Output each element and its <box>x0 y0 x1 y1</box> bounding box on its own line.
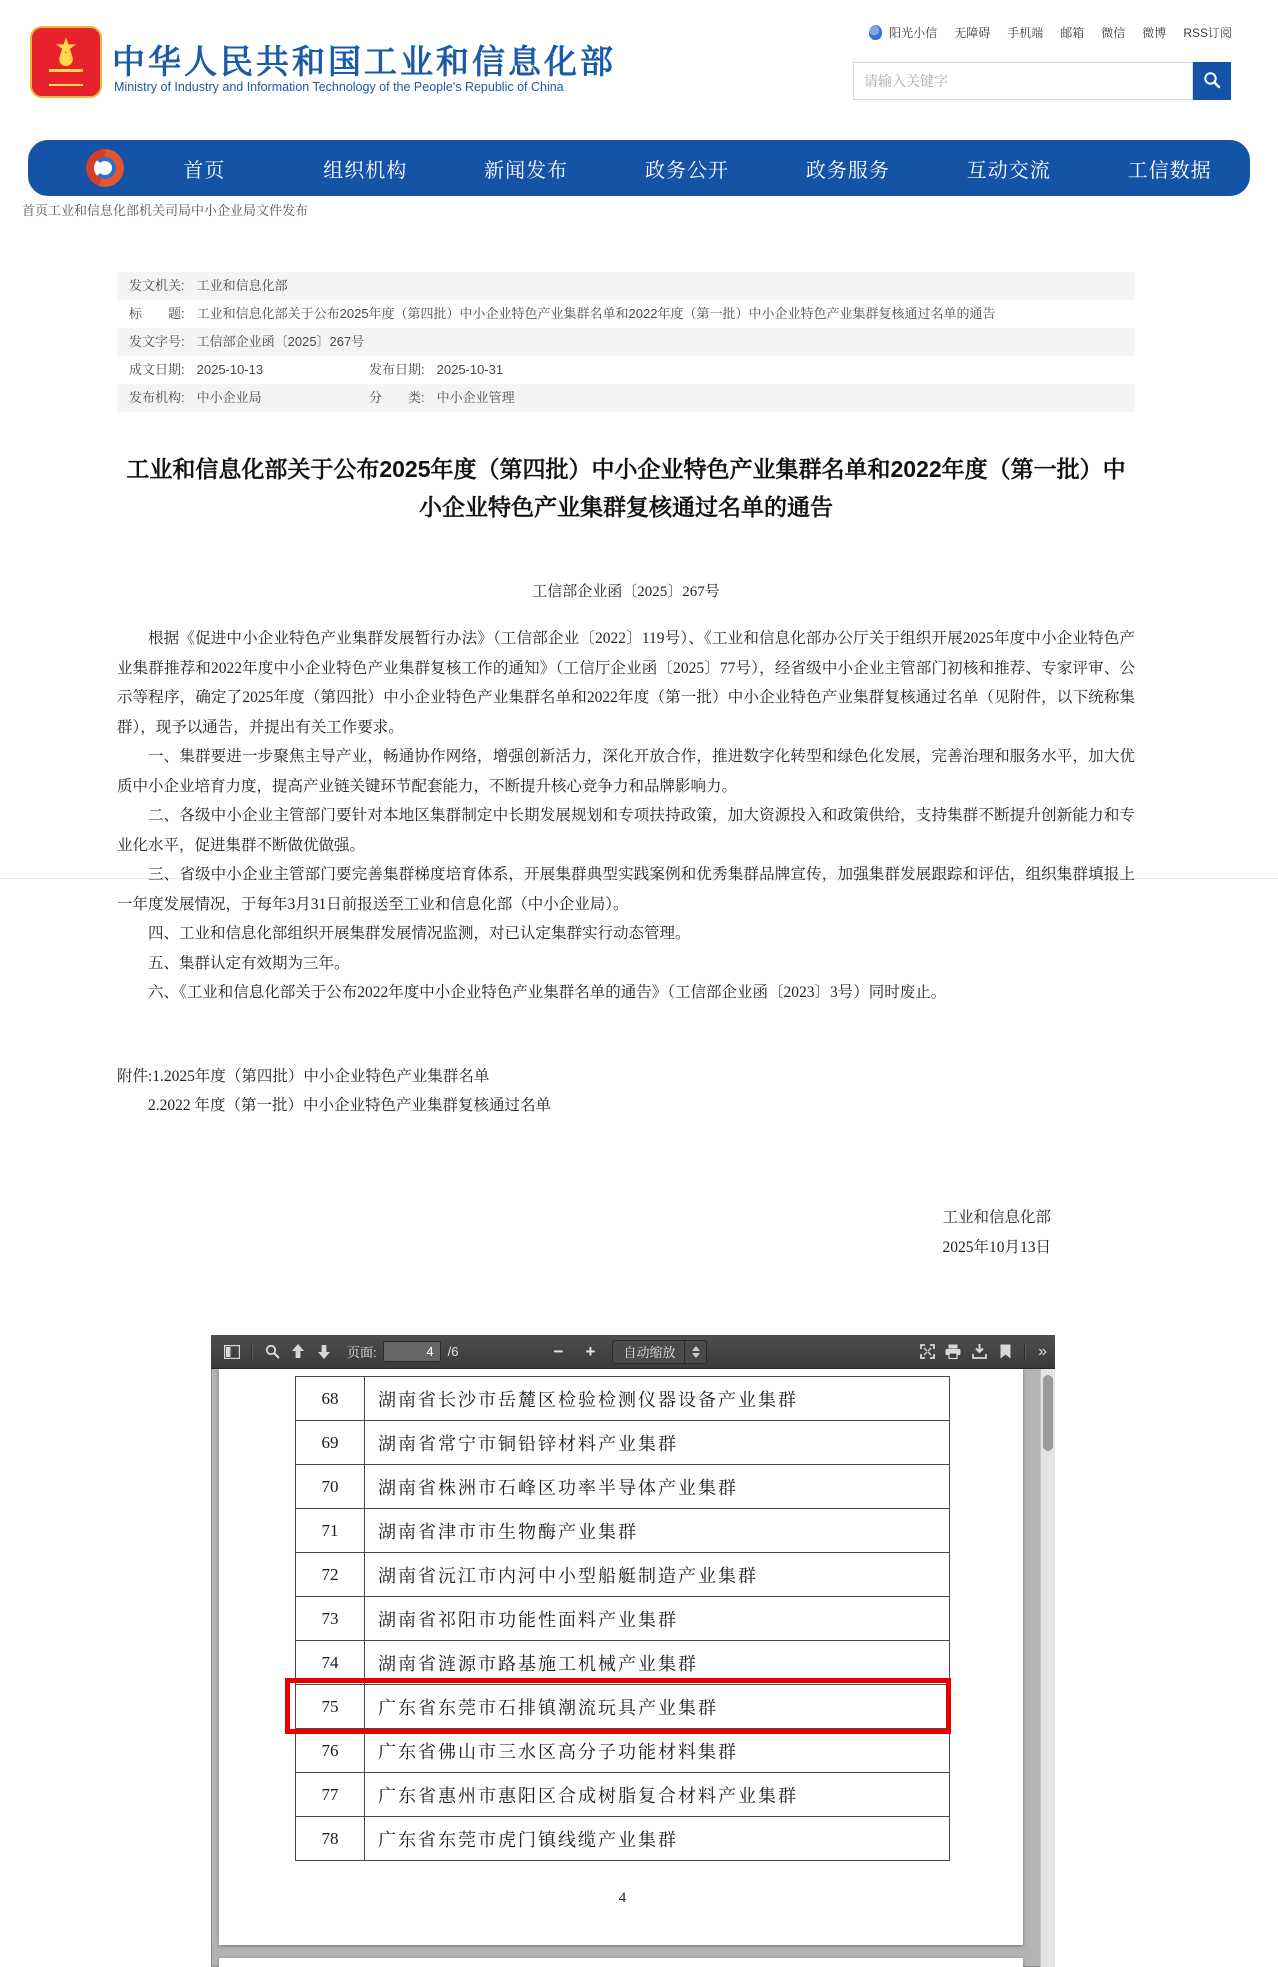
sidebar-toggle-icon <box>224 1345 240 1359</box>
nav-item[interactable]: 互动交流 <box>966 159 1051 182</box>
signature-block <box>117 1203 1135 1263</box>
search-input[interactable] <box>853 62 1193 100</box>
paragraph: 六、《工业和信息化部关于公布2022年度中小企业特色产业集群名单的通告》（工信部企业函〔2023〕3号）同时废止。 <box>148 984 947 1001</box>
meta-label: 分 类: <box>369 390 425 405</box>
zoom-in-button[interactable]: + <box>585 1341 596 1361</box>
nav-item[interactable]: 新闻发布 <box>484 159 569 182</box>
more-tools-button[interactable]: » <box>1038 1342 1047 1360</box>
header-quick-link[interactable]: 邮箱 <box>1060 26 1085 40</box>
table-row <box>296 1509 949 1553</box>
signer: 工业和信息化部 <box>942 1209 1051 1226</box>
expand-icon <box>920 1344 935 1359</box>
cluster-name-cell: 广东省东莞市石排镇潮流玩具产业集群 <box>378 1697 718 1718</box>
table-row <box>296 1773 949 1817</box>
toolbar-separator <box>1024 1343 1026 1361</box>
search-icon <box>265 1344 280 1359</box>
row-number-cell: 70 <box>296 1465 365 1508</box>
cluster-name-cell: 湖南省长沙市岳麓区检验检测仪器设备产业集群 <box>378 1389 798 1410</box>
row-number-cell: 69 <box>296 1421 365 1464</box>
header-quick-link[interactable]: RSS订阅 <box>1183 26 1232 40</box>
pdf-viewer <box>211 1335 1055 1967</box>
pdf-page-4 <box>219 1369 1023 1945</box>
breadcrumb <box>22 200 308 219</box>
meta-label: 成文日期: <box>129 362 185 377</box>
row-number-cell: 73 <box>296 1597 365 1640</box>
arrow-down-icon <box>317 1344 331 1359</box>
cluster-name-cell: 广东省佛山市三水区高分子功能材料集群 <box>378 1741 738 1762</box>
table-row <box>296 1597 949 1641</box>
meta-row <box>117 384 1135 412</box>
pdf-page-area <box>211 1369 1055 1967</box>
table-row <box>296 1685 949 1729</box>
breadcrumb-link[interactable]: 机关司局 <box>139 203 192 218</box>
sidebar-toggle-button[interactable] <box>219 1339 245 1365</box>
pdf-toolbar <box>211 1335 1055 1369</box>
spinner-arrows-icon <box>684 1341 700 1363</box>
attachment-line: 附件:1.2025年度（第四批）中小企业特色产业集群名单 <box>117 1068 490 1085</box>
meta-value: 工信部企业函〔2025〕267号 <box>196 334 365 349</box>
pdf-page-5 <box>219 1958 1023 1967</box>
pdf-page-number: 4 <box>618 1890 627 1906</box>
meta-value: 工业和信息化部关于公布2025年度（第四批）中小企业特色产业集群名单和2022年度（第一批）中小企业特色产业集群复核通过名单的通告 <box>196 306 996 321</box>
find-button[interactable] <box>259 1339 285 1365</box>
site-title: 中华人民共和国工业和信息化部 <box>112 43 616 80</box>
meta-label: 发文字号: <box>129 334 185 349</box>
scrollbar-thumb[interactable] <box>1043 1375 1053 1451</box>
arrow-up-icon <box>291 1344 305 1359</box>
row-number-cell: 74 <box>296 1641 365 1684</box>
header-quick-link[interactable]: 微博 <box>1142 26 1167 40</box>
cluster-name-cell: 广东省惠州市惠阳区合成树脂复合材料产业集群 <box>378 1785 798 1806</box>
row-number-cell: 72 <box>296 1553 365 1596</box>
site-search <box>853 62 1231 100</box>
page-label: 页面: <box>347 1345 377 1360</box>
mascot-icon <box>869 25 882 40</box>
attachment-line: 2.2022 年度（第一批）中小企业特色产业集群复核通过名单 <box>148 1097 552 1114</box>
paragraph: 一、集群要进一步聚焦主导产业，畅通协作网络，增强创新活力，深化开放合作，推进数字化转型和绿色化发展，完善治理和服务水平，加大优质中小企业培育力度，提高产业链关键环节配套能力，不断提升核心竞争力和品牌影响力。 <box>117 748 1135 795</box>
national-emblem-logo <box>30 26 102 98</box>
next-page-button[interactable] <box>311 1339 337 1365</box>
row-number-cell: 77 <box>296 1773 365 1816</box>
miit-swirl-logo-icon <box>86 149 124 187</box>
paragraph: 根据《促进中小企业特色产业集群发展暂行办法》（工信部企业〔2022〕119号）、《工业和信息化部办公厅关于组织开展2025年度中小企业特色产业集群推荐和2022年度中小企业特色产业集群复核工作的通知》（工信厅企业函〔2025〕77号），经省级中小企业主管部门初核和推荐、专家评审、公示等程序，确定了2025年度（第四批）中小企业特色产业集群名单和2022年度（第一批）中小企业特色产业集群复核通过名单（见附件，以下统称集群），现予以通告，并提出有关工作要求。 <box>117 630 1135 736</box>
main-nav <box>28 140 1250 196</box>
document-meta-table <box>117 272 1135 412</box>
row-number-cell: 76 <box>296 1729 365 1772</box>
meta-value: 2025-10-31 <box>436 362 504 377</box>
meta-label: 发布机构: <box>129 390 185 405</box>
table-row <box>296 1465 949 1509</box>
cluster-table <box>295 1376 950 1861</box>
nav-items <box>124 154 1250 183</box>
header-quick-link[interactable]: 手机端 <box>1007 26 1044 40</box>
bookmark-button[interactable] <box>992 1339 1018 1365</box>
meta-label: 标 题: <box>129 306 185 321</box>
quick-links <box>869 24 1232 41</box>
table-row <box>296 1641 949 1685</box>
site-subtitle: Ministry of Industry and Information Technology of the People's Republic of China <box>114 80 564 94</box>
header-quick-link[interactable]: 阳光小信 <box>889 26 938 40</box>
nav-item[interactable]: 首页 <box>183 159 226 182</box>
zoom-select-value: 自动缩放 <box>623 1345 676 1360</box>
paragraph: 二、各级中小企业主管部门要针对本地区集群制定中长期发展规划和专项扶持政策，加大资源投入和政策供给，支持集群不断提升创新能力和专业化水平，促进集群不断做优做强。 <box>117 807 1135 854</box>
search-icon <box>1203 71 1221 92</box>
meta-value: 2025-10-13 <box>196 362 264 377</box>
cluster-name-cell: 湖南省津市市生物酶产业集群 <box>378 1521 638 1542</box>
meta-label: 发布日期: <box>369 362 425 377</box>
row-number-cell: 68 <box>296 1377 365 1420</box>
download-button[interactable] <box>966 1339 992 1365</box>
attachments <box>117 1062 1135 1120</box>
paragraph: 三、省级中小企业主管部门要完善集群梯度培育体系，开展集群典型实践案例和优秀集群品牌宣传，加强集群发展跟踪和评估，组织集群填报上一年度发展情况，于每年3月31日前报送至工业和信息化部（中小企业局）。 <box>117 866 1135 913</box>
table-row <box>296 1553 949 1597</box>
zoom-select[interactable] <box>612 1340 707 1364</box>
search-button[interactable] <box>1193 62 1231 100</box>
table-row <box>296 1377 949 1421</box>
cluster-name-cell: 湖南省涟源市路基施工机械产业集群 <box>378 1653 698 1674</box>
nav-item[interactable]: 工信数据 <box>1127 159 1212 182</box>
meta-row <box>117 272 1135 300</box>
download-icon <box>972 1344 987 1359</box>
pdf-scrollbar[interactable] <box>1040 1369 1055 1967</box>
star-icon: ★ <box>54 32 78 62</box>
document-number: 工信部企业函〔2025〕267号 <box>532 584 720 600</box>
row-number-cell: 75 <box>296 1685 365 1728</box>
sign-date: 2025年10月13日 <box>942 1239 1051 1256</box>
header-quick-link[interactable]: 微信 <box>1101 26 1126 40</box>
nav-item[interactable]: 组织机构 <box>323 159 408 182</box>
document-body <box>117 624 1135 1008</box>
row-number-cell: 78 <box>296 1817 365 1860</box>
table-row <box>296 1729 949 1773</box>
meta-row <box>117 356 1135 384</box>
cluster-name-cell: 湖南省株洲市石峰区功率半导体产业集群 <box>378 1477 738 1498</box>
print-button[interactable] <box>940 1339 966 1365</box>
breadcrumb-link[interactable]: 首页 <box>22 203 49 218</box>
meta-row <box>117 328 1135 356</box>
cluster-name-cell: 湖南省沅江市内河中小型船艇制造产业集群 <box>378 1565 758 1586</box>
breadcrumb-link[interactable]: 中小企业局 <box>191 203 257 218</box>
paragraph: 四、工业和信息化部组织开展集群发展情况监测，对已认定集群实行动态管理。 <box>148 925 691 942</box>
gate-icon <box>49 69 83 86</box>
cluster-name-cell: 湖南省常宁市铜铅锌材料产业集群 <box>378 1433 678 1454</box>
breadcrumb-link[interactable]: 文件发布 <box>256 203 309 218</box>
row-number-cell: 71 <box>296 1509 365 1552</box>
zoom-out-button[interactable]: − <box>553 1341 564 1361</box>
breadcrumb-link[interactable]: 工业和信息化部 <box>48 203 140 218</box>
meta-label: 发文机关: <box>129 278 185 293</box>
previous-page-button[interactable] <box>285 1339 311 1365</box>
site-header <box>0 0 1278 140</box>
page-number-input[interactable] <box>383 1341 441 1362</box>
presentation-mode-button[interactable] <box>914 1339 940 1365</box>
meta-value: 中小企业管理 <box>436 390 515 405</box>
nav-item[interactable]: 政务服务 <box>805 159 890 182</box>
cluster-name-cell: 广东省东莞市虎门镇线缆产业集群 <box>378 1829 678 1850</box>
meta-value: 工业和信息化部 <box>196 278 288 293</box>
meta-value: 中小企业局 <box>196 390 262 405</box>
printer-icon <box>945 1344 961 1359</box>
paragraph: 五、集群认定有效期为三年。 <box>148 954 350 972</box>
cluster-name-cell: 湖南省祁阳市功能性面料产业集群 <box>378 1609 678 1630</box>
document-title: 工业和信息化部关于公布2025年度（第四批）中小企业特色产业集群名单和2022年度（第一批）中小企业特色产业集群复核通过名单的通告 <box>126 456 1126 520</box>
table-row <box>296 1421 949 1465</box>
table-row <box>296 1817 949 1861</box>
toolbar-separator <box>251 1343 253 1361</box>
meta-row <box>117 300 1135 328</box>
bookmark-icon <box>1000 1344 1011 1359</box>
page-total: /6 <box>447 1344 459 1359</box>
header-quick-link[interactable]: 无障碍 <box>954 26 991 40</box>
nav-item[interactable]: 政务公开 <box>645 159 729 182</box>
